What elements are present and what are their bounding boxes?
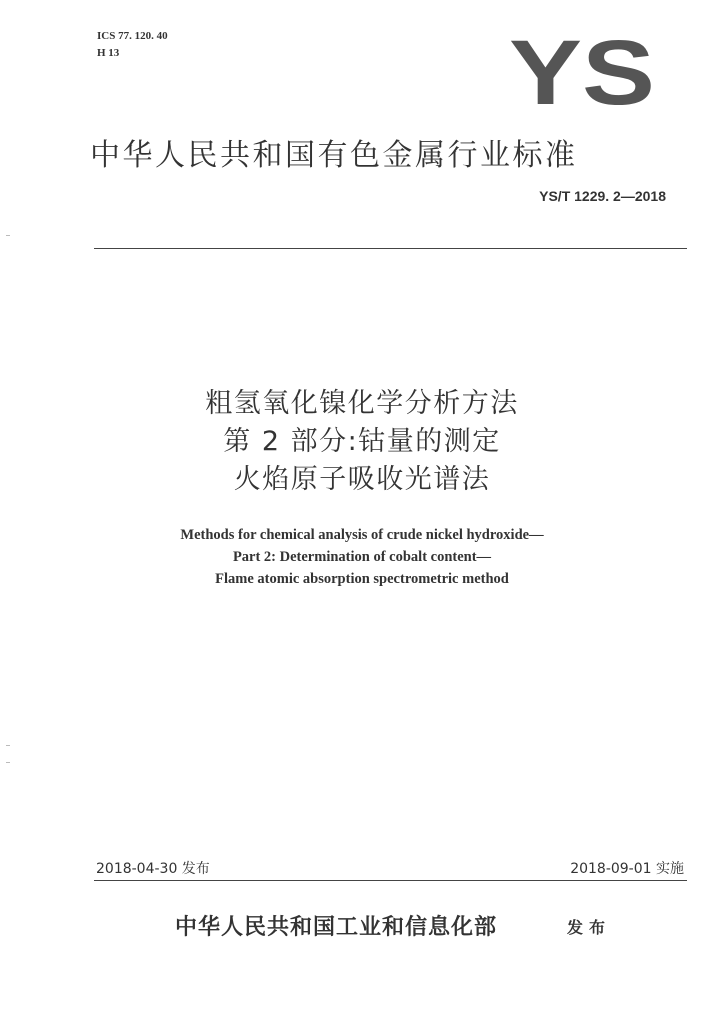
standard-number: YS/T 1229. 2—2018 (539, 188, 666, 204)
english-title-line-2: Part 2: Determination of cobalt content— (232, 549, 492, 565)
margin-mark (6, 745, 10, 746)
chinese-title-line-3: 火焰原子吸收光谱法 (233, 464, 491, 495)
chinese-title (0, 385, 724, 499)
chinese-title-line-2: 第 2 部分:钴量的测定 (223, 426, 501, 457)
implementation-date: 2018-09-01 实施 (570, 861, 684, 877)
margin-mark (6, 762, 10, 763)
margin-mark (6, 235, 10, 236)
issuing-authority: 中华人民共和国工业和信息化部 (175, 914, 498, 940)
ys-logo-text: YS (509, 30, 655, 110)
english-title-line-1: Methods for chemical analysis of crude nickel hydroxide— (180, 527, 544, 543)
header-divider (94, 248, 687, 249)
publish-label: 发布 (567, 918, 612, 937)
organization-title: 中华人民共和国有色金属行业标准 (90, 138, 578, 173)
class-code: H 13 (97, 47, 120, 59)
footer-divider (94, 880, 687, 881)
english-title (0, 524, 724, 590)
classification-codes (97, 28, 168, 62)
english-title-line-3: Flame atomic absorption spectrometric method (215, 571, 509, 587)
ics-code: ICS 77. 120. 40 (97, 30, 168, 42)
chinese-title-line-1: 粗氢氧化镍化学分析方法 (205, 388, 519, 419)
issue-date: 2018-04-30 发布 (96, 861, 210, 877)
ys-logo (508, 30, 656, 110)
